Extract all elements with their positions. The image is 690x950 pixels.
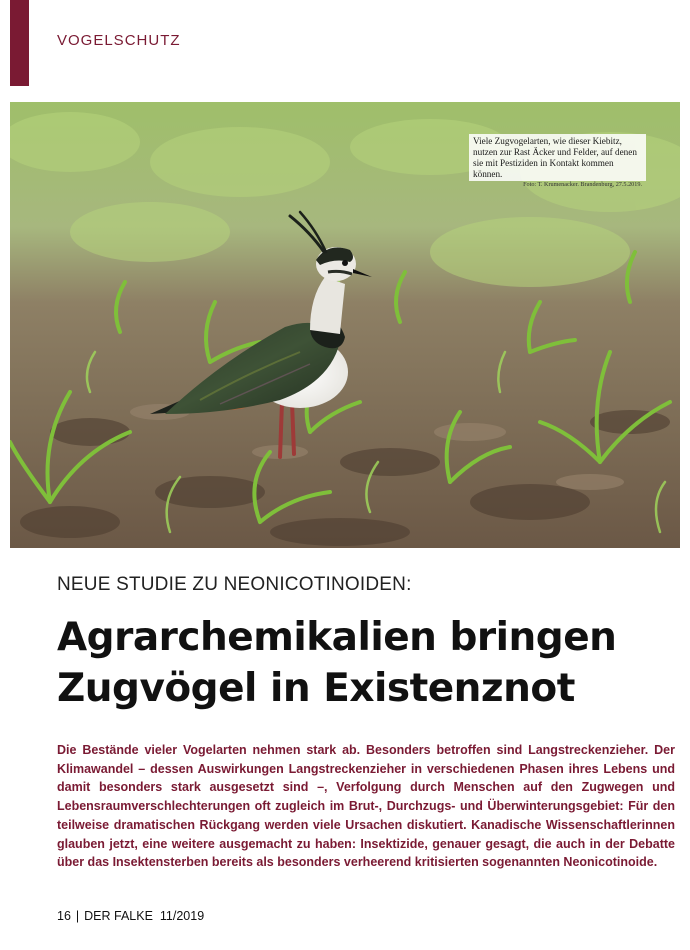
article-subhead: NEUE STUDIE ZU NEONICOTINOIDEN: (57, 574, 412, 595)
photo-caption-text: Viele Zugvogelarten, wie dieser Kiebitz, nutzen zur Rast Äcker und Felder, auf denen sie mit Pestiziden in Kontakt kommen können. (473, 136, 637, 179)
footer-separator: | (75, 909, 80, 923)
photo-caption (469, 134, 646, 188)
page-footer (57, 909, 204, 923)
article-headline (57, 612, 657, 714)
magazine-name: DER FALKE (84, 909, 153, 923)
photo-credit: Foto: T. Krumenacker. Brandenburg, 27.5.2019. (523, 181, 642, 188)
page-number: 16 (57, 909, 71, 923)
headline-line-1: Agrarchemikalien bringen (57, 615, 617, 660)
section-accent-bar (10, 0, 29, 86)
headline-line-2: Zugvögel in Existenznot (57, 666, 575, 711)
section-label: VOGELSCHUTZ (57, 32, 181, 49)
article-lead: Die Bestände vieler Vogelarten nehmen stark ab. Besonders betroffen sind Langstreckenzieher. Der Klimawandel – dessen Auswirkungen Langstreckenzieher in verschiedenen Phasen ihres Lebens und damit besonders stark ausgesetzt sind –, Verfolgung durch Menschen auf den Zugwegen und Lebensraumverschlechterungen oft zugleich im Brut-, Durchzugs- und Überwinterungsgebiet: Für den teilweise dramatischen Rückgang werden viele Ursachen diskutiert. Kanadische Wissenschaftlerinnen glauben jetzt, eine weitere ausgemacht zu haben: Insektizide, genauer gesagt, die auch in der Debatte über das Insektensterben bereits als besonders verheerend kritisierten sogenannten Neonicotinoide. (57, 743, 675, 870)
issue-number: 11/2019 (159, 909, 205, 923)
